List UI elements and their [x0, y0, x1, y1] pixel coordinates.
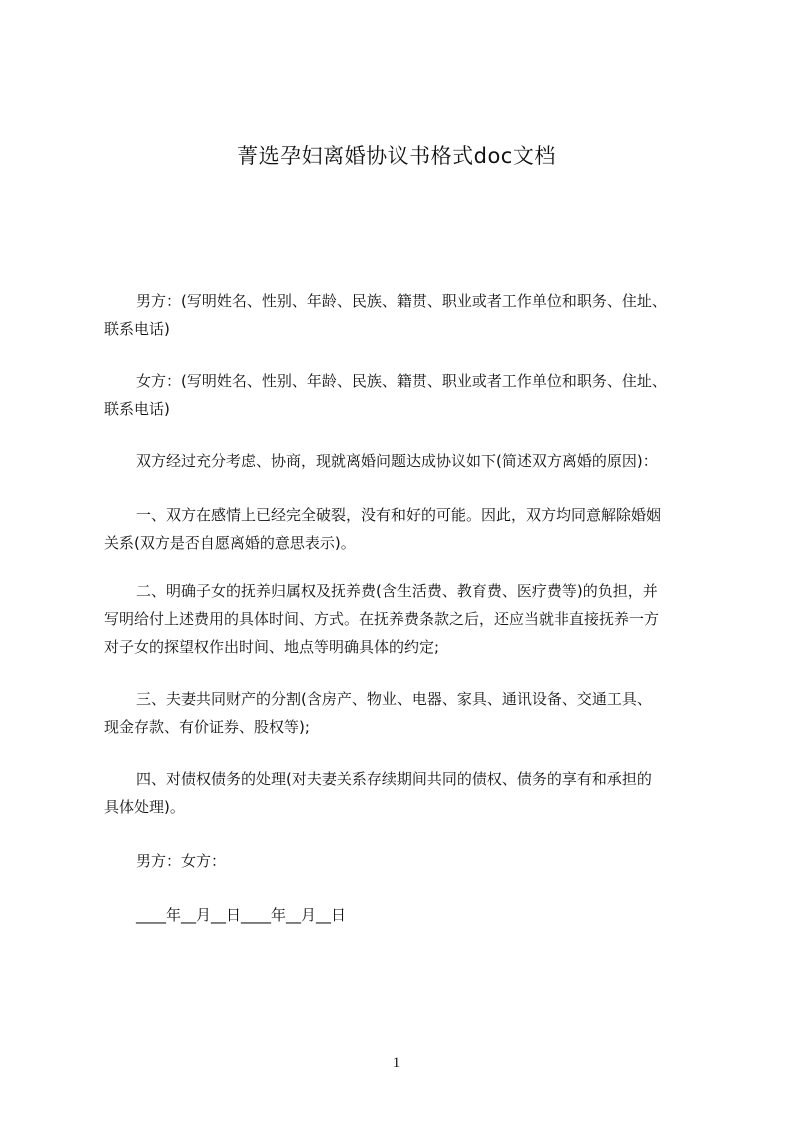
document-title: 菁选孕妇离婚协议书格式doc文档: [237, 144, 556, 168]
signature-line: 男方：女方：: [136, 852, 227, 870]
paragraph-male-party: [104, 287, 700, 343]
paragraph-clause-2: [104, 577, 700, 661]
paragraph-line: 关系(双方是否自愿离婚的意思表示)。: [104, 534, 356, 552]
paragraph-line: 现金存款、有价证券、股权等);: [104, 718, 310, 736]
paragraph-line: 四、对债权债务的处理(对夫妻关系存续期间共同的债权、债务的享有和承担的: [136, 770, 652, 788]
paragraph-line: 三、夫妻共同财产的分割(含房产、物业、电器、家具、通讯设备、交通工具、: [136, 690, 652, 708]
paragraph-line: 对子女的探望权作出时间、地点等明确具体的约定;: [104, 638, 440, 656]
paragraph-line: 双方经过充分考虑、协商，现就离婚问题达成协议如下(简述双方离婚的原因)：: [136, 452, 658, 470]
paragraph-agreement-intro: [104, 447, 700, 475]
paragraph-line: 二、明确子女的抚养归属权及抚养费(含生活费、教育费、医疗费等)的负担，并: [136, 582, 658, 600]
paragraph-line: 联系电话): [104, 320, 170, 338]
paragraph-line: 联系电话): [104, 400, 170, 418]
paragraph-clause-1: [104, 501, 700, 557]
paragraph-line: 女方：(写明姓名、性别、年龄、民族、籍贯、职业或者工作单位和职务、住址、: [136, 372, 667, 390]
paragraph-clause-4: [104, 765, 700, 821]
paragraph-line: 具体处理)。: [104, 798, 185, 816]
paragraph-line: 男方：(写明姓名、性别、年龄、民族、籍贯、职业或者工作单位和职务、住址、: [136, 292, 667, 310]
paragraph-clause-3: [104, 685, 700, 741]
page-number: 1: [392, 1055, 401, 1071]
date-line: ____年__月__日____年__月__日: [136, 906, 347, 924]
paragraph-line: 一、双方在感情上已经完全破裂，没有和好的可能。因此，双方均同意解除婚姻: [136, 506, 662, 524]
paragraph-female-party: [104, 367, 700, 423]
paragraph-line: 写明给付上述费用的具体时间、方式。在抚养费条款之后，还应当就非直接抚养一方: [104, 610, 660, 628]
